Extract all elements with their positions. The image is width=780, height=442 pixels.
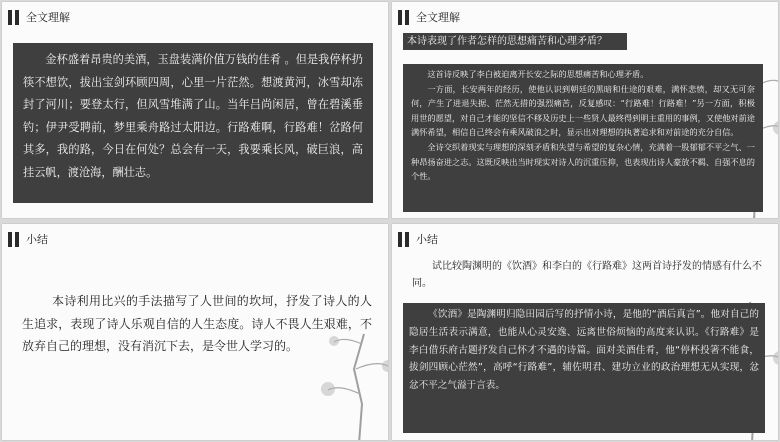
comparison-answer-box: 《饮酒》是陶渊明归隐田园后写的抒情小诗，是他的“酒后真言”。他对自己的隐居生活表示满意，也能从心灵安逸、远离世俗烦恼的高度来认识。《行路难》是李白借乐府古题抒发自己怀才不遇的诗篇。面对美酒佳肴，他“停杯投箸不能食，拔剑四顾心茫然”，高呼“行路难”，辅佐明君、建功立业的政治理想无从实现，忿忿不平之气溢于言表。 [403, 303, 765, 433]
header-bar-icon [398, 10, 402, 25]
analysis-paragraph: 一方面，长安两年的经历，使他认识到朝廷的黑暗和仕途的艰难，满怀悲愤，却又无可奈何，产生了进退失据、茫然无措的强烈痛苦，反复感叹：“行路难！行路难！”另一方面，积极用世的愿望，对自己才能的坚信不移及历史上一些贤人最终得到明主重用的事例，又使他对前途满怀希望，相信自己终会有乘风破浪之时，显示出对理想的执著追求和对前途的充分自信。 [411, 83, 755, 138]
slide-header [8, 8, 70, 26]
slide-header [398, 8, 460, 26]
slide-3[interactable] [2, 224, 388, 440]
summary-text: 本诗利用比兴的手法描写了人世间的坎坷，抒发了诗人的人生追求，表现了诗人乐观自信的人生态度。诗人不畏人生艰难，不放弃自己的理想，没有消沉下去，是令世人学习的。 [22, 294, 372, 353]
translation-box: 金杯盛着昂贵的美酒，玉盘装满价值万钱的佳肴 。但是我停杯扔筷不想饮，拔出宝剑环顾四周，心里一片茫然。想渡黄河，冰雪却冻封了河川；要登太行，但风雪堆满了山。当年吕尚闲居，曾在碧溪垂钓；伊尹受聘前，梦里乘舟路过太阳边。行路难啊，行路难！岔路何其多，我的路，今日在何处？总会有一天，我要乘长风，破巨浪，高挂云帆，渡沧海，酬壮志。 [13, 43, 373, 203]
analysis-paragraph: 这首诗反映了李白被迫离开长安之际的思想痛苦和心理矛盾。 [427, 69, 649, 79]
comparison-question: 试比较陶渊明的《饮酒》和李白的《行路难》这两首诗抒发的情感有什么不同。 [412, 261, 762, 289]
slide-title: 全文理解 [26, 11, 70, 24]
slide-header [398, 230, 438, 248]
question-box: 本诗表现了作者怎样的思想痛苦和心理矛盾？ [403, 33, 627, 50]
slide-header [8, 230, 48, 248]
header-bar-icon [405, 232, 409, 247]
analysis-paragraph: 全诗交织着现实与理想的深刻矛盾和失望与希望的复杂心情，充满着一股郁郁不平之气、一种昂扬奋进之志。这既反映出当时现实对诗人的沉重压抑，也表现出诗人豪放不羁、自强不息的个性。 [411, 141, 755, 182]
header-bar-icon [15, 232, 19, 247]
header-bar-icon [8, 10, 12, 25]
slide-title: 全文理解 [416, 11, 460, 24]
header-bar-icon [15, 10, 19, 25]
slide-1[interactable] [2, 2, 388, 218]
header-bar-icon [8, 232, 12, 247]
analysis-box [403, 64, 763, 212]
slide-4[interactable] [392, 224, 778, 440]
slide-title: 小结 [26, 233, 48, 246]
slide-title: 小结 [416, 233, 438, 246]
header-bar-icon [398, 232, 402, 247]
header-bar-icon [405, 10, 409, 25]
slide-2[interactable] [392, 2, 778, 218]
